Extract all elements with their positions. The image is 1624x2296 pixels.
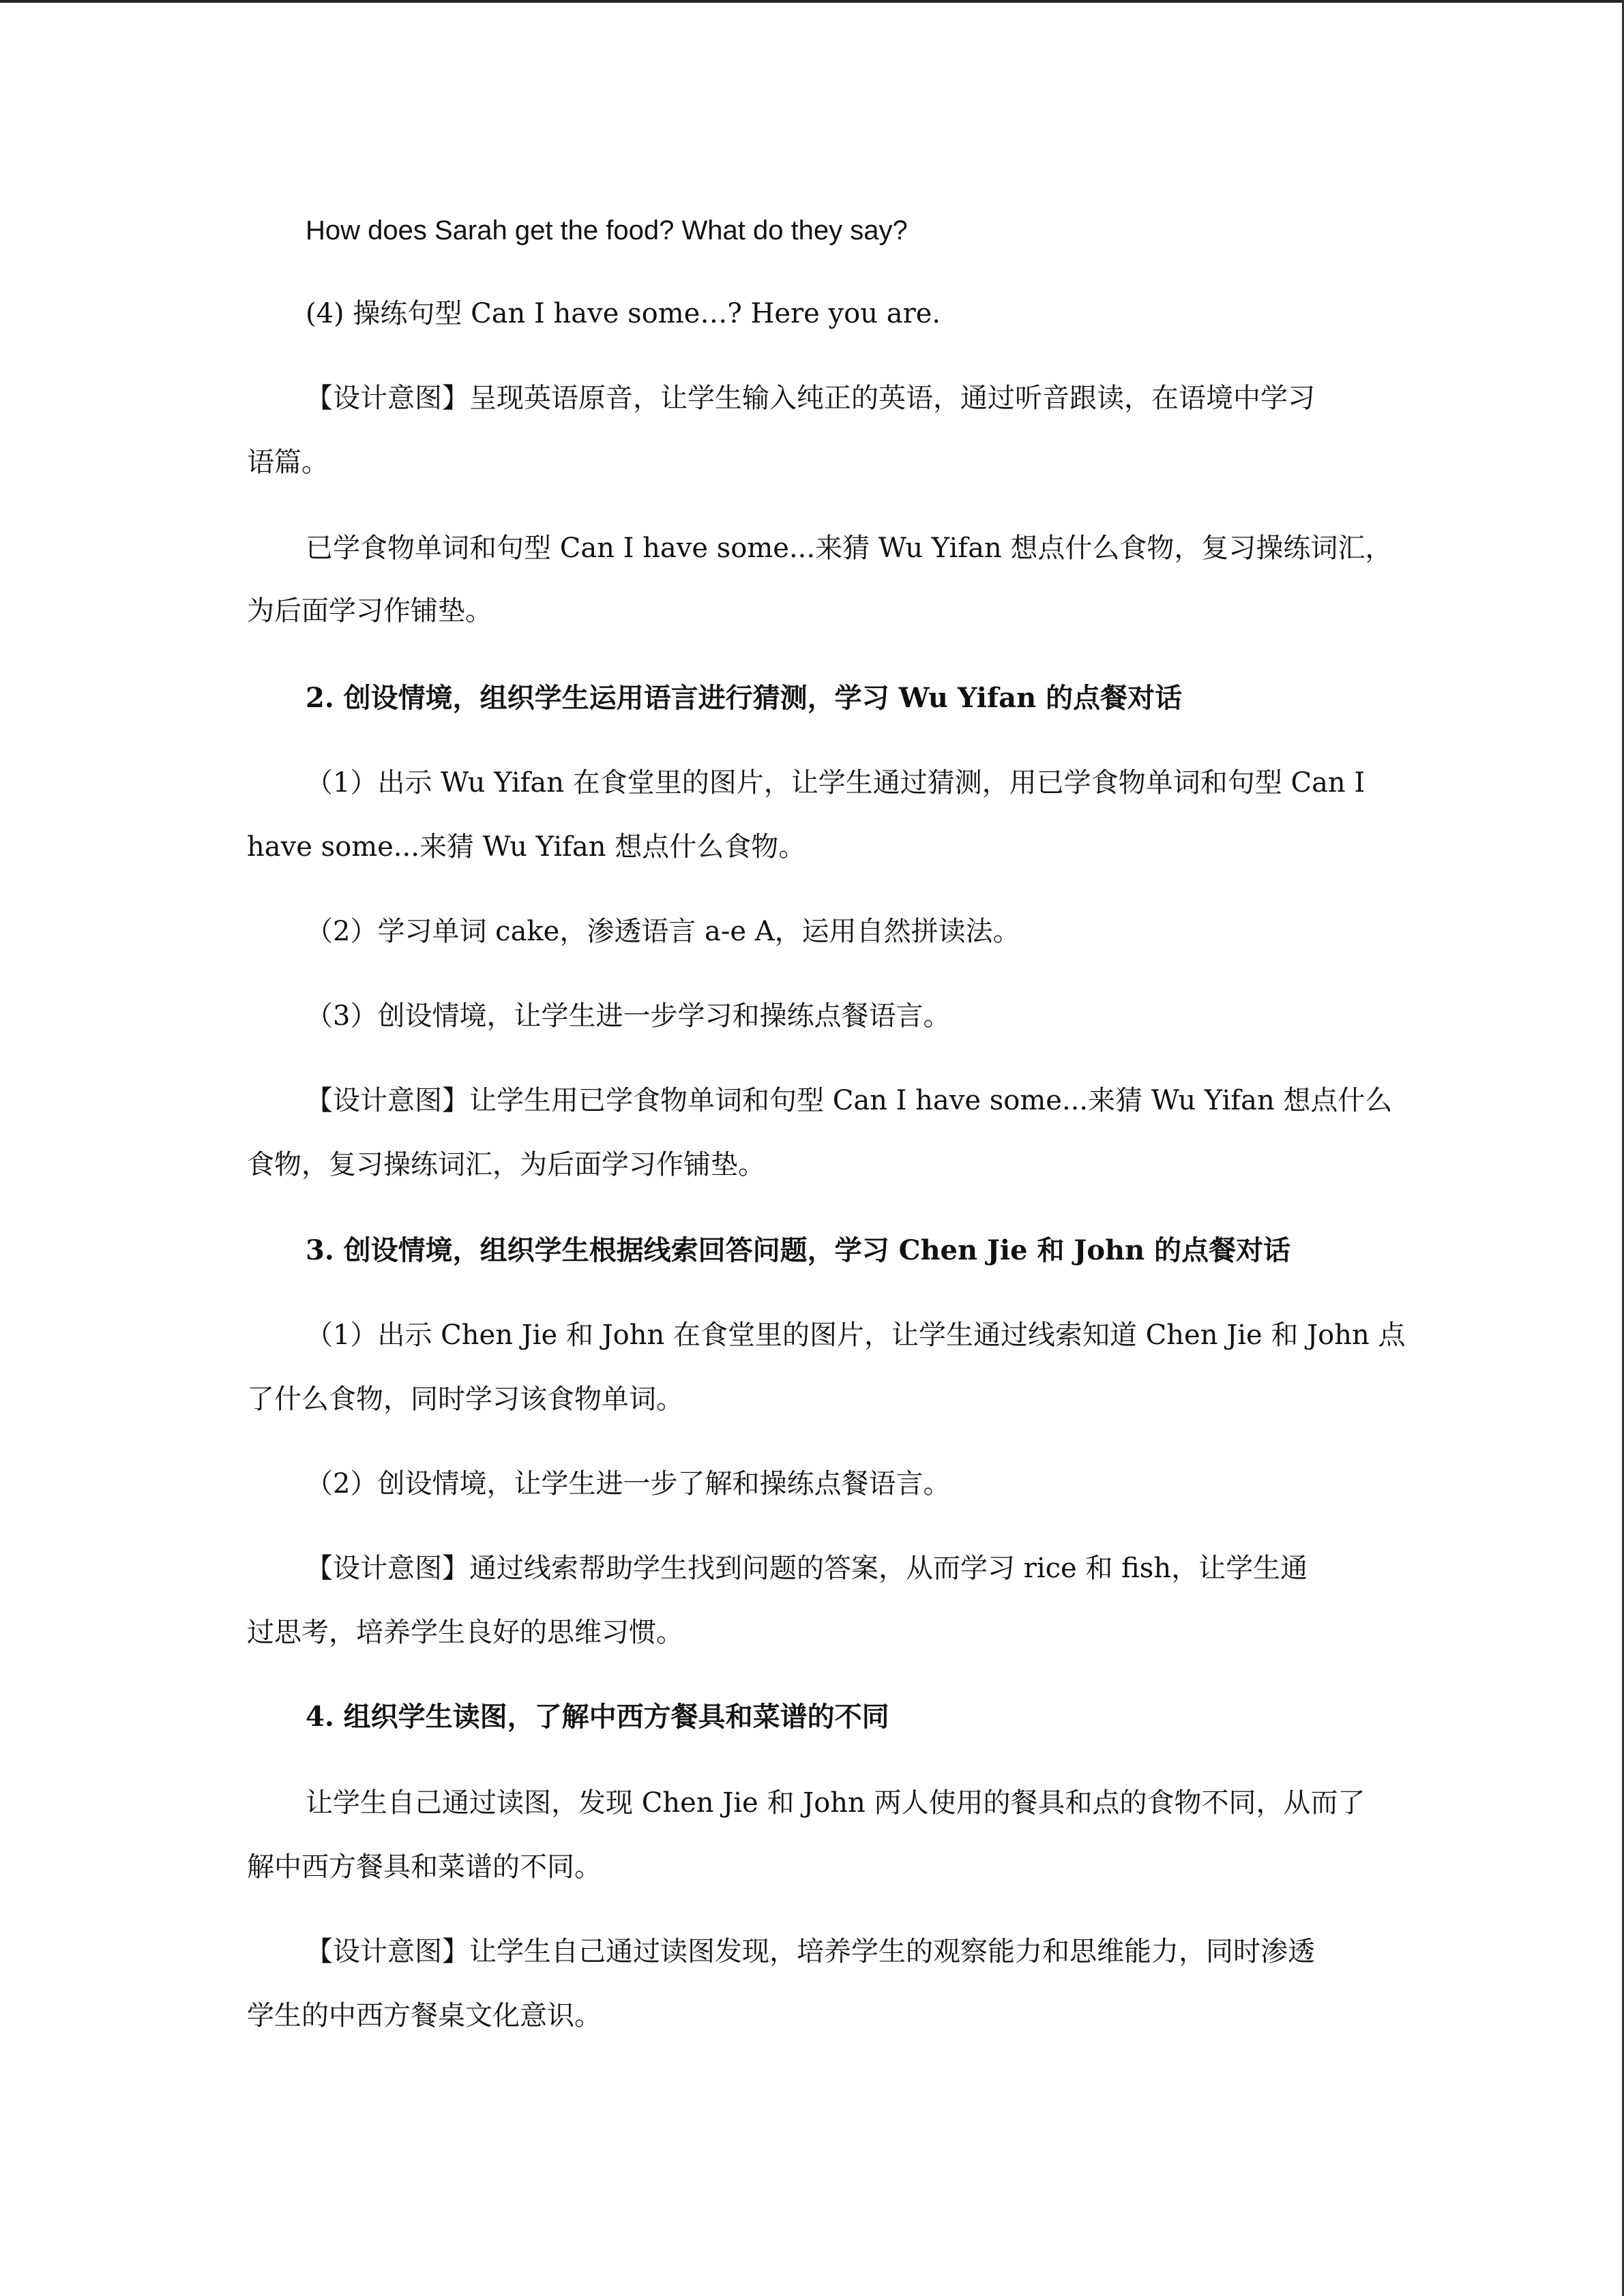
- paragraph-review-line-2: 为后面学习作铺垫。: [247, 595, 492, 627]
- design-intent-1-line-2: 语篇。: [247, 447, 329, 478]
- design-intent-4-line-1: 【设计意图】让学生自己通过读图发现，培养学生的观察能力和思维能力，同时渗透: [306, 1936, 1315, 1967]
- step-4-line: (4) 操练句型 Can I have some…? Here you are.: [306, 298, 941, 329]
- section-2-item-1-line-2: have some...来猜 Wu Yifan 想点什么食物。: [247, 831, 806, 863]
- section-2-item-1-line-1: （1）出示 Wu Yifan 在食堂里的图片，让学生通过猜测，用已学食物单词和句型 Can I: [306, 767, 1365, 799]
- section-4-heading: 4. 组织学生读图，了解中西方餐具和菜谱的不同: [306, 1701, 889, 1733]
- question-line: How does Sarah get the food? What do they say?: [306, 215, 908, 245]
- design-intent-1-line-1: 【设计意图】呈现英语原音，让学生输入纯正的英语，通过听音跟读，在语境中学习: [306, 383, 1315, 414]
- section-4-paragraph-line-2: 解中西方餐具和菜谱的不同。: [247, 1851, 602, 1883]
- design-intent-3-line-2: 过思考，培养学生良好的思维习惯。: [247, 1617, 683, 1648]
- section-3-item-1-line-2: 了什么食物，同时学习该食物单词。: [247, 1384, 683, 1415]
- page-top-border: [0, 0, 1624, 3]
- section-2-item-2: （2）学习单词 cake，渗透语言 a-e A，运用自然拼读法。: [306, 916, 1020, 947]
- section-3-item-1-line-1: （1）出示 Chen Jie 和 John 在食堂里的图片，让学生通过线索知道 Chen Jie 和 John 点: [306, 1320, 1406, 1351]
- paragraph-review-line-1: 已学食物单词和句型 Can I have some...来猜 Wu Yifan 想点什么食物，复习操练词汇，: [306, 533, 1393, 564]
- section-2-heading: 2. 创设情境，组织学生运用语言进行猜测，学习 Wu Yifan 的点餐对话: [306, 682, 1183, 714]
- section-3-item-2: （2）创设情境，让学生进一步了解和操练点餐语言。: [306, 1468, 951, 1500]
- design-intent-2-line-1: 【设计意图】让学生用已学食物单词和句型 Can I have some...来猜 Wu Yifan 想点什么: [306, 1085, 1393, 1116]
- section-3-heading: 3. 创设情境，组织学生根据线索回答问题，学习 Chen Jie 和 John 的点餐对话: [306, 1234, 1291, 1266]
- design-intent-2-line-2: 食物，复习操练词汇，为后面学习作铺垫。: [247, 1149, 765, 1180]
- section-4-paragraph-line-1: 让学生自己通过读图，发现 Chen Jie 和 John 两人使用的餐具和点的食物不同，从而了: [306, 1787, 1365, 1819]
- design-intent-3-line-1: 【设计意图】通过线索帮助学生找到问题的答案，从而学习 rice 和 fish，让学生通: [306, 1553, 1308, 1584]
- design-intent-4-line-2: 学生的中西方餐桌文化意识。: [247, 2000, 602, 2031]
- section-2-item-3: （3）创设情境，让学生进一步学习和操练点餐语言。: [306, 1000, 951, 1032]
